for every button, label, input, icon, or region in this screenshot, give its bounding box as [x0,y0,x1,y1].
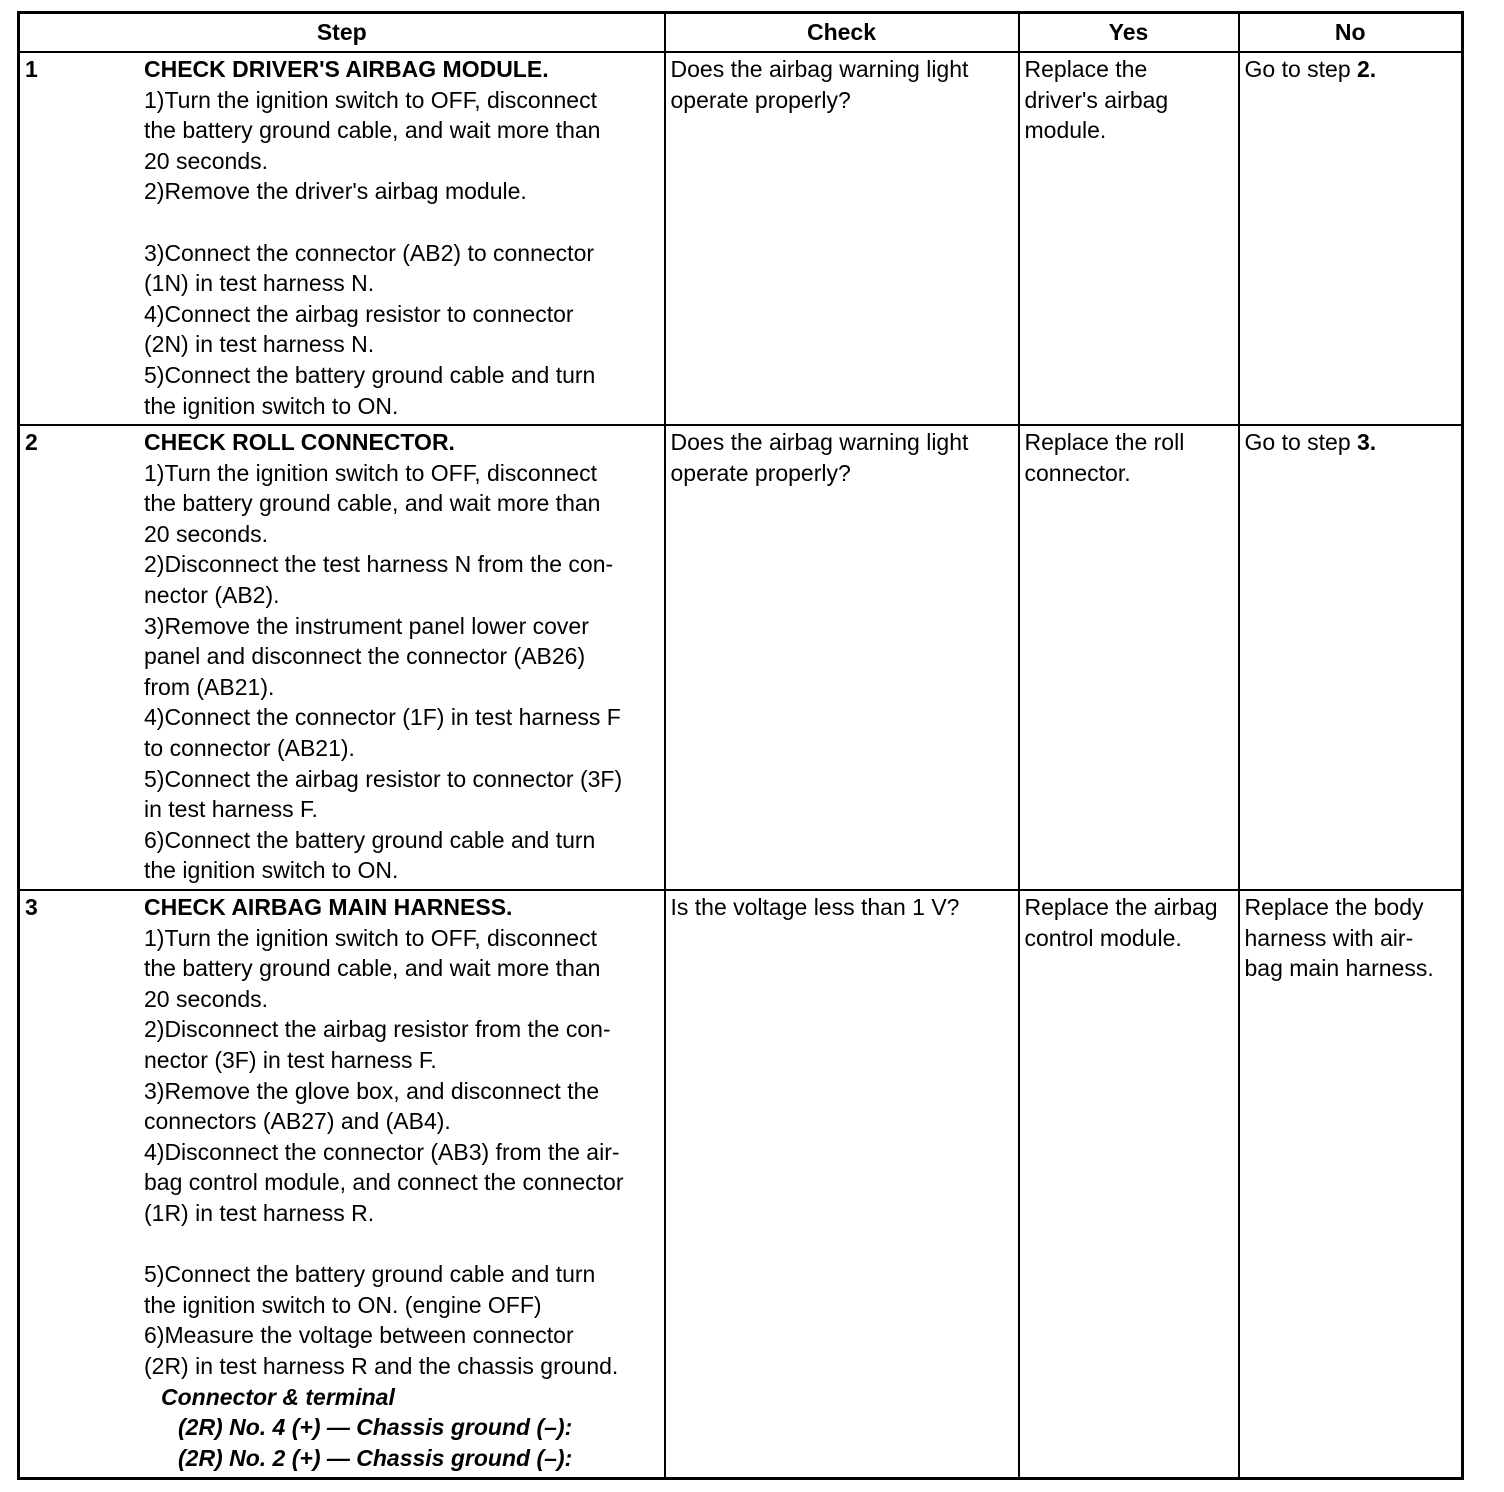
check-line: operate properly? [670,86,851,113]
header-row [19,13,1463,53]
instruction-line: the ignition switch to ON. (engine OFF) [144,1291,542,1318]
instruction-line: (1R) in test harness R. [144,1199,375,1226]
check-cell [665,52,1019,425]
no-line [1245,54,1457,85]
instruction-line: 2)Remove the driver's airbag module. [144,178,527,205]
step-number: 2 [25,429,38,455]
step-title: CHECK DRIVER'S AIRBAG MODULE. [144,56,549,82]
instruction-line: 3)Remove the glove box, and disconnect the [144,1077,600,1104]
instruction-line: 3)Connect the connector (AB2) to connector [144,239,595,266]
step-number: 3 [25,894,38,920]
instruction-line: 20 seconds. [144,985,269,1012]
instruction-line: 2)Disconnect the airbag resistor from the con- [144,1016,611,1043]
connector-terminal-heading: Connector & terminal [161,1383,395,1410]
instruction-line: bag control module, and connect the connector [144,1169,624,1196]
no-line [1245,427,1457,458]
check-cell [665,890,1019,1479]
yes-line: connector. [1024,459,1131,486]
step-cell [19,52,665,425]
instruction-line: in test harness F. [144,796,318,823]
header-check: Check [665,13,1019,53]
instruction-line: connectors (AB27) and (AB4). [144,1108,451,1135]
no-text: Go to step [1244,56,1358,82]
yes-cell [1019,425,1239,890]
yes-line: Replace the [1024,56,1148,82]
no-line: harness with air- [1244,924,1414,951]
check-line: Is the voltage less than 1 V? [670,894,960,920]
instruction-line: 20 seconds. [144,147,269,174]
instruction-line: 3)Remove the instrument panel lower cover [144,612,589,639]
step-instructions [144,54,659,421]
instruction-line: 4)Connect the connector (1F) in test harness F [144,704,621,731]
instruction-line: (2R) in test harness R and the chassis ground. [144,1352,619,1379]
instruction-line: 4)Disconnect the connector (AB3) from the air- [144,1138,620,1165]
instruction-line: nector (3F) in test harness F. [144,1046,437,1073]
instruction-line: 6)Connect the battery ground cable and turn [144,826,596,853]
diagnostic-sheet [17,11,1464,1480]
step-number: 1 [25,56,38,82]
instruction-line: to connector (AB21). [144,734,355,761]
step-title: CHECK AIRBAG MAIN HARNESS. [144,894,513,920]
terminal-spec: (2R) No. 2 (+) — Chassis ground (–): [178,1444,573,1471]
instruction-line: 5)Connect the airbag resistor to connector (3F) [144,765,623,792]
no-text: Go to step [1244,429,1358,455]
instruction-line: 5)Connect the battery ground cable and turn [144,1261,596,1288]
table-row-step-2 [19,425,1463,890]
go-to-step-number: 3. [1357,429,1377,455]
instruction-line: 5)Connect the battery ground cable and turn [144,361,596,388]
step-cell [19,425,665,890]
header-no: No [1239,13,1463,53]
instruction-line: the battery ground cable, and wait more than [144,955,601,982]
check-cell [665,425,1019,890]
instruction-line: the battery ground cable, and wait more than [144,490,601,517]
instruction-line: panel and disconnect the connector (AB26) [144,643,586,670]
no-cell [1239,890,1463,1479]
header-yes: Yes [1019,13,1239,53]
yes-cell [1019,52,1239,425]
instruction-line: (2N) in test harness N. [144,331,375,358]
header-step: Step [19,13,665,53]
no-cell [1239,52,1463,425]
no-line: Replace the body [1244,894,1424,920]
instruction-line: 1)Turn the ignition switch to OFF, disconnect [144,459,597,486]
instruction-line: 2)Disconnect the test harness N from the con- [144,551,614,578]
step-cell [19,890,665,1479]
check-line: Does the airbag warning light [670,56,969,82]
check-line: operate properly? [670,459,851,486]
yes-line: Replace the roll [1024,429,1185,455]
terminal-spec: (2R) No. 4 (+) — Chassis ground (–): [178,1414,573,1441]
table-row-step-1 [19,52,1463,425]
yes-line: driver's airbag [1024,86,1169,113]
step-instructions [144,892,659,1473]
no-cell [1239,425,1463,890]
yes-line: control module. [1024,924,1182,951]
step-instructions [144,427,659,886]
instruction-line: 1)Turn the ignition switch to OFF, disconnect [144,924,597,951]
yes-line: module. [1024,117,1107,144]
instruction-line: (1N) in test harness N. [144,270,375,297]
blank-line [144,207,659,238]
instruction-line: nector (AB2). [144,581,280,608]
blank-line [144,1229,659,1260]
diagnostic-table [17,11,1464,1480]
instruction-line: the ignition switch to ON. [144,392,399,419]
yes-cell [1019,890,1239,1479]
instruction-line: the battery ground cable, and wait more than [144,117,601,144]
step-title: CHECK ROLL CONNECTOR. [144,429,455,455]
instruction-line: 1)Turn the ignition switch to OFF, disconnect [144,86,597,113]
check-line: Does the airbag warning light [670,429,969,455]
go-to-step-number: 2. [1357,56,1377,82]
yes-line: Replace the airbag [1024,894,1218,920]
no-line: bag main harness. [1244,955,1434,982]
instruction-line: the ignition switch to ON. [144,857,399,884]
table-row-step-3 [19,890,1463,1479]
instruction-line: 20 seconds. [144,520,269,547]
instruction-line: from (AB21). [144,673,275,700]
instruction-line: 6)Measure the voltage between connector [144,1322,574,1349]
instruction-line: 4)Connect the airbag resistor to connector [144,300,574,327]
